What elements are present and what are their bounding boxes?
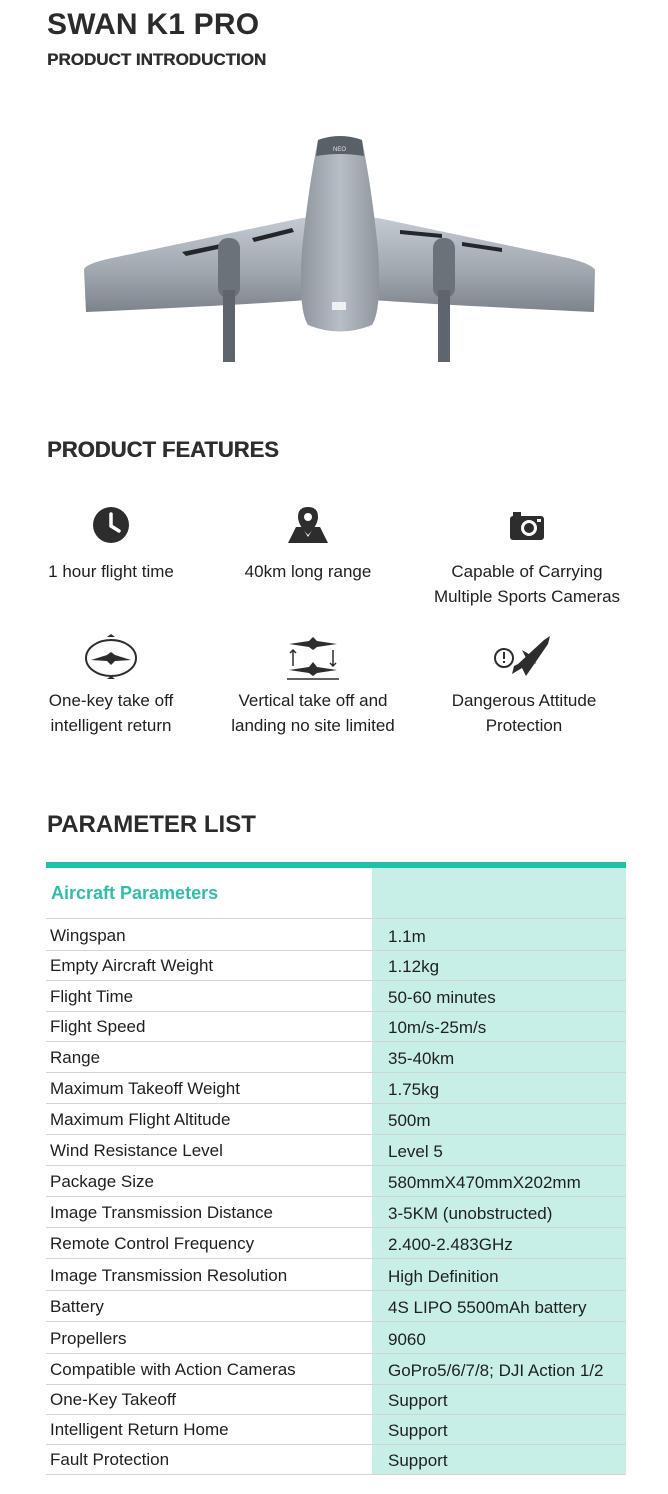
param-value: 9060 bbox=[388, 1330, 426, 1349]
table-row bbox=[46, 920, 626, 951]
table-row bbox=[46, 1414, 626, 1445]
param-value: 50-60 minutes bbox=[388, 988, 496, 1007]
feature-label-line2: intelligent return bbox=[50, 716, 172, 735]
table-section-label: Aircraft Parameters bbox=[51, 883, 219, 903]
param-value: 10m/s-25m/s bbox=[388, 1018, 487, 1037]
attitude-warning-icon bbox=[492, 634, 556, 682]
table-row bbox=[46, 1291, 626, 1322]
product-introduction-heading bbox=[47, 50, 266, 70]
param-name: Fault Protection bbox=[50, 1450, 170, 1469]
param-name: Wingspan bbox=[50, 926, 126, 945]
param-name: Range bbox=[50, 1048, 101, 1067]
param-value: 1.1m bbox=[388, 927, 426, 946]
drone-image bbox=[82, 130, 596, 370]
table-row bbox=[46, 1444, 626, 1475]
param-name: Package Size bbox=[50, 1172, 154, 1191]
param-name: Maximum Takeoff Weight bbox=[50, 1079, 240, 1098]
heading-text: PRODUCT FEATURES bbox=[47, 437, 279, 462]
feature-attitude-protection bbox=[419, 634, 629, 738]
product-features-heading bbox=[47, 437, 279, 463]
feature-one-key-return bbox=[6, 634, 216, 738]
param-name: Battery bbox=[50, 1297, 104, 1316]
param-name: Intelligent Return Home bbox=[50, 1420, 229, 1439]
feature-label: One-key take off bbox=[48, 691, 174, 710]
table-row bbox=[46, 1166, 626, 1197]
table-row bbox=[46, 1260, 626, 1291]
param-name: Compatible with Action Cameras bbox=[50, 1360, 296, 1379]
param-value: Level 5 bbox=[388, 1142, 443, 1161]
param-value: 3-5KM (unobstructed) bbox=[388, 1204, 553, 1223]
param-value: 500m bbox=[388, 1111, 431, 1130]
feature-label: Capable of Carrying bbox=[451, 562, 603, 581]
param-value: Support bbox=[388, 1391, 448, 1410]
feature-label-line2: landing no site limited bbox=[231, 716, 395, 735]
param-value: Support bbox=[388, 1451, 448, 1470]
param-value: 2.400-2.483GHz bbox=[388, 1235, 513, 1254]
table-row bbox=[46, 1197, 626, 1228]
table-row bbox=[46, 1104, 626, 1135]
table-row bbox=[46, 950, 626, 981]
feature-label: 1 hour flight time bbox=[48, 562, 174, 581]
clock-icon bbox=[91, 505, 131, 545]
return-home-icon bbox=[83, 634, 139, 680]
param-name: Flight Speed bbox=[50, 1017, 146, 1036]
feature-label-line2: Protection bbox=[485, 716, 563, 735]
heading-text: PRODUCT INTRODUCTION bbox=[47, 50, 267, 69]
table-row bbox=[46, 1228, 626, 1259]
param-value: 1.12kg bbox=[388, 957, 440, 976]
param-name: Flight Time bbox=[50, 987, 134, 1006]
table-row bbox=[46, 1042, 626, 1073]
table-row bbox=[46, 1323, 626, 1354]
feature-label: Dangerous Attitude bbox=[451, 691, 597, 710]
feature-label-line2: Multiple Sports Cameras bbox=[433, 587, 621, 606]
param-value: High Definition bbox=[388, 1267, 499, 1286]
param-value: 1.75kg bbox=[388, 1080, 440, 1099]
page-title: SWAN K1 PRO bbox=[47, 8, 260, 41]
feature-label: Vertical take off and bbox=[238, 691, 388, 710]
param-name: Image Transmission Distance bbox=[50, 1203, 273, 1222]
param-value: 4S LIPO 5500mAh battery bbox=[388, 1298, 587, 1317]
param-value: 35-40km bbox=[388, 1049, 455, 1068]
table-section-header bbox=[46, 868, 626, 919]
nose-text: NEO bbox=[333, 147, 347, 153]
param-name: Empty Aircraft Weight bbox=[50, 956, 214, 975]
table-row bbox=[46, 1354, 626, 1385]
table-row bbox=[46, 1384, 626, 1415]
param-name: Remote Control Frequency bbox=[50, 1234, 255, 1253]
table-row bbox=[46, 1073, 626, 1104]
param-name: Image Transmission Resolution bbox=[50, 1266, 288, 1285]
param-value: 580mmX470mmX202mm bbox=[388, 1173, 581, 1192]
feature-vtol bbox=[208, 634, 418, 738]
param-name: Wind Resistance Level bbox=[50, 1141, 223, 1160]
vtol-icon bbox=[285, 634, 341, 680]
feature-long-range bbox=[203, 505, 413, 584]
map-pin-icon bbox=[286, 505, 330, 545]
table-row bbox=[46, 981, 626, 1012]
table-row bbox=[46, 1011, 626, 1042]
param-name: Maximum Flight Altitude bbox=[50, 1110, 231, 1129]
parameter-list-heading: PARAMETER LIST bbox=[47, 811, 256, 838]
param-value: GoPro5/6/7/8; DJI Action 1/2 bbox=[388, 1361, 604, 1380]
camera-icon bbox=[507, 505, 547, 545]
feature-cameras bbox=[422, 505, 632, 609]
feature-label: 40km long range bbox=[244, 562, 372, 581]
param-name: One-Key Takeoff bbox=[50, 1390, 177, 1409]
feature-flight-time bbox=[6, 505, 216, 584]
param-value: Support bbox=[388, 1421, 448, 1440]
param-name: Propellers bbox=[50, 1329, 127, 1348]
table-row bbox=[46, 1135, 626, 1166]
